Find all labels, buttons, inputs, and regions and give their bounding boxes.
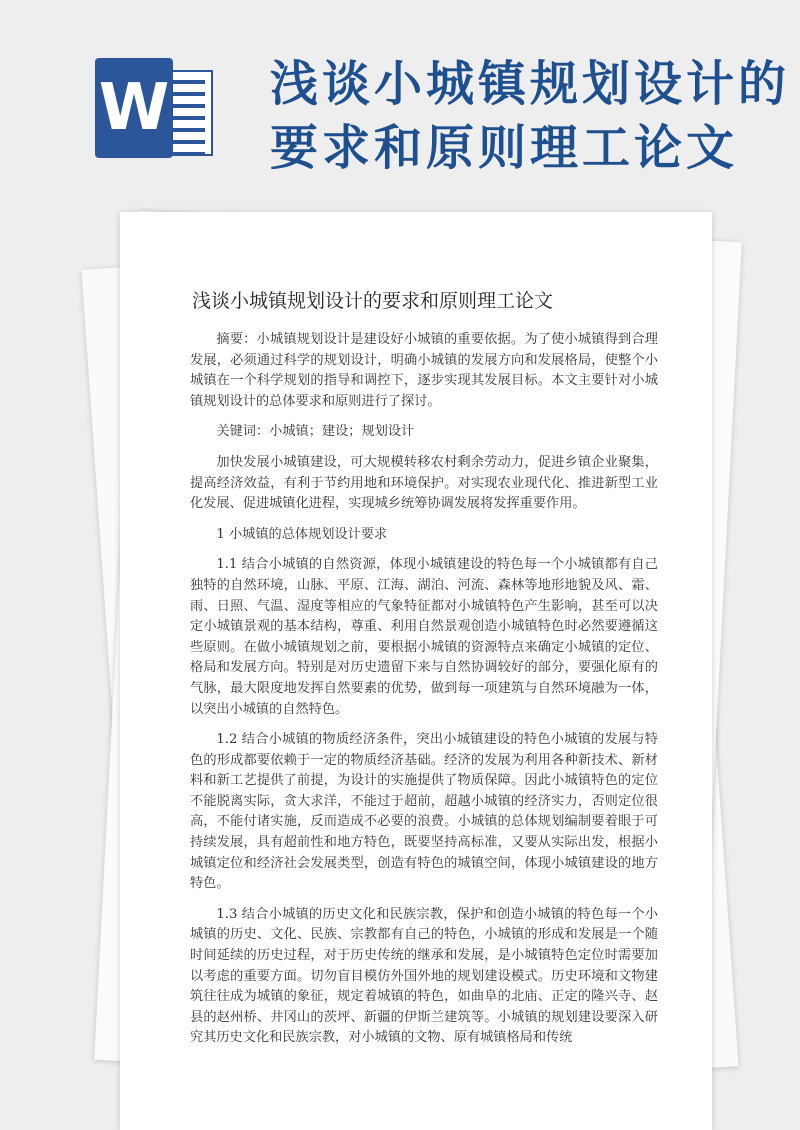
paragraph-1-1: 1.1 结合小城镇的自然资源，体现小城镇建设的特色每一个小城镇都有自己独特的自然环境，山脉、平原、江海、湖泊、河流、森林等地形地貌及风、霜、雨、日照、气温、湿度等相应的气象特征都对小城镇特色产生影响，甚至可以决定小城镇景观的基本结构，尊重、利用自然景观创造小城镇特色时必然要遵循这些原则。在做小城镇规划之前，要根据小城镇的资源特点来确定小城镇的定位、格局和发展方向。特别是对历史遗留下来与自然协调较好的部分，要强化原有的气脉，最大限度地发挥自然要素的优势，做到每一项建筑与自然环境融为一体，以突出小城镇的自然特色。 <box>190 557 658 717</box>
paragraph-1-3: 1.3 结合小城镇的历史文化和民族宗教，保护和创造小城镇的特色每一个小城镇的历史、文化、民族、宗教都有自己的特色，小城镇的形成和发展是一个随时间延续的历史过程，对于历史传统的继承和发展，是小城镇特色定位时需要加以考虑的重要方面。切勿盲目模仿外国外地的规划建设模式。历史环境和文物建筑往往成为城镇的象征，规定着城镇的特色，如曲阜的北庙、正定的隆兴寺、赵县的赵州桥、井冈山的茨坪、新疆的伊斯兰建筑等。小城镇的规划建设要深入研究其历史文化和民族宗教，对小城镇的文物、原有城镇格局和传统 <box>190 906 658 1046</box>
word-letter-badge: W <box>95 58 173 158</box>
document-body <box>190 330 658 1059</box>
word-document-icon <box>95 58 213 158</box>
paragraph-1-2: 1.2 结合小城镇的物质经济条件，突出小城镇建设的特色小城镇的发展与特色的形成都要依赖于一定的物质经济基础。经济的发展为利用各种新技术、新材料和新工艺提供了前提，为设计的实施提供了物质保障。因此小城镇特色的定位不能脱离实际，贪大求洋，不能过于超前，超越小城镇的经济实力，否则定位很高，不能付诸实施，反而造成不必要的浪费。小城镇的总体规划编制要着眼于可持续发展，具有超前性和地方特色，既要坚持高标准，又要从实际出发，根据小城镇定位和经济社会发展类型，创造有特色的城镇空间，体现小城镇建设的地方特色。 <box>190 732 658 892</box>
page-title-line-1: 浅谈小城镇规划设计的 <box>270 56 791 112</box>
page-title-line-2: 要求和原则理工论文 <box>270 120 739 176</box>
intro-paragraph: 加快发展小城镇建设，可大规模转移农村剩余劳动力，促进乡镇企业聚集，提高经济效益，有利于节约用地和环境保护。对实现农业现代化、推进新型工业化发展、促进城镇化进程，实现城乡统筹协调发展将发挥重要作用。 <box>190 454 658 512</box>
keywords-line: 关键词：小城镇；建设；规划设计 <box>216 424 415 440</box>
document-title: 浅谈小城镇规划设计的要求和原则理工论文 <box>192 290 554 312</box>
abstract-paragraph: 摘要：小城镇规划设计是建设好小城镇的重要依据。为了使小城镇得到合理发展，必须通过科学的规划设计，明确小城镇的发展方向和发展格局，使整个小城镇在一个科学规划的指导和调控下，逐步实现其发展目标。本文主要针对小城镇规划设计的总体要求和原则进行了探讨。 <box>190 332 658 409</box>
document-page <box>120 212 712 1130</box>
page-title <box>270 52 790 180</box>
section-1-heading: 1 小城镇的总体规划设计要求 <box>216 526 388 542</box>
